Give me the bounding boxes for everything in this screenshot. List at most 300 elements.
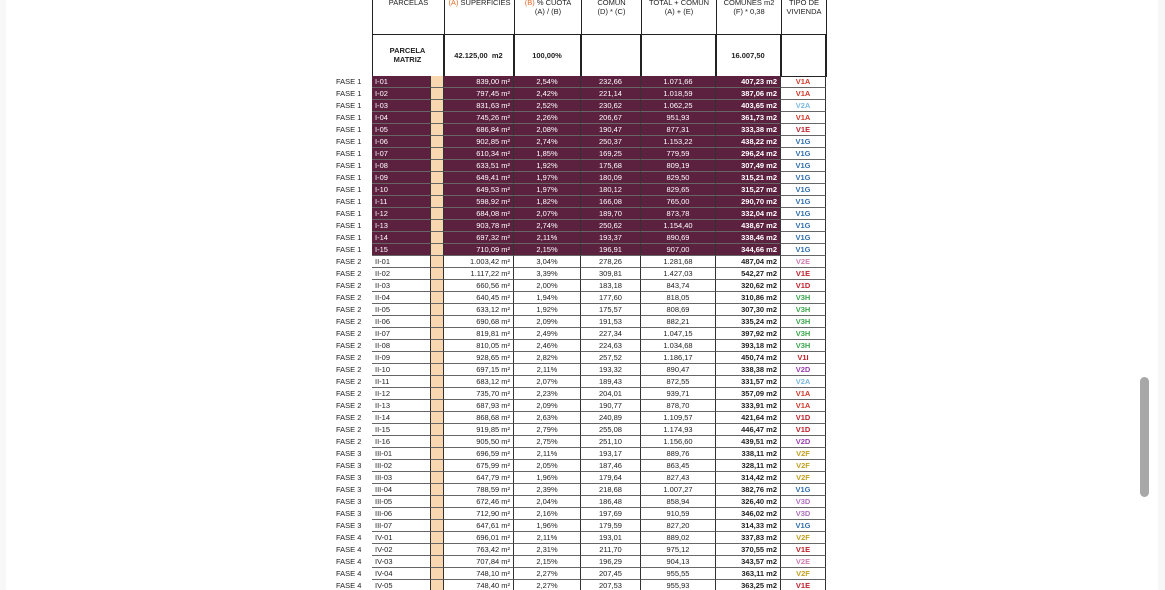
- color-strip: [431, 304, 444, 316]
- fase-label: FASE 1: [336, 89, 362, 98]
- total-cell: 818,05: [641, 292, 716, 304]
- parcel-id: III-02: [372, 460, 431, 472]
- parcel-id: II-10: [372, 364, 431, 376]
- fase-label: FASE 1: [336, 173, 362, 182]
- fase-label: FASE 2: [336, 413, 362, 422]
- color-strip: [431, 172, 444, 184]
- comun-cell: 227,34: [581, 328, 641, 340]
- table-row: [332, 112, 832, 124]
- color-strip: [431, 496, 444, 508]
- header-parcelas-label: PARCELAS: [388, 0, 429, 7]
- comunes-cell: 344,66 m2: [716, 244, 781, 256]
- cuota-cell: 2,15%: [514, 244, 581, 256]
- color-strip: [431, 520, 444, 532]
- comunes-cell: 338,38 m2: [716, 364, 781, 376]
- tipo-cell: V1G: [781, 484, 826, 496]
- fase-label: FASE 1: [336, 113, 362, 122]
- superficie-cell: 712,90 m²: [444, 508, 514, 520]
- total-cell: 1.062,25: [641, 100, 716, 112]
- scrollbar-thumb[interactable]: [1140, 377, 1149, 497]
- comunes-cell: 307,30 m2: [716, 304, 781, 316]
- comunes-cell: 446,47 m2: [716, 424, 781, 436]
- comun-cell: 309,81: [581, 268, 641, 280]
- comun-cell: 189,70: [581, 208, 641, 220]
- comun-cell: 196,29: [581, 556, 641, 568]
- parcel-id: II-02: [372, 268, 431, 280]
- comun-cell: 186,48: [581, 496, 641, 508]
- comun-cell: 190,47: [581, 124, 641, 136]
- comun-cell: 166,08: [581, 196, 641, 208]
- parcel-id: II-06: [372, 316, 431, 328]
- color-strip: [431, 256, 444, 268]
- fase-label: FASE 4: [336, 533, 362, 542]
- color-strip: [431, 100, 444, 112]
- superficie-cell: 649,41 m²: [444, 172, 514, 184]
- superficie-cell: 598,92 m²: [444, 196, 514, 208]
- total-cell: 1.156,60: [641, 436, 716, 448]
- table-row: [332, 460, 832, 472]
- color-strip: [431, 340, 444, 352]
- comunes-cell: 310,86 m2: [716, 292, 781, 304]
- comun-cell: 207,45: [581, 568, 641, 580]
- comunes-cell: 296,24 m2: [716, 148, 781, 160]
- tipo-cell: V3D: [781, 496, 826, 508]
- comun-cell: 197,69: [581, 508, 641, 520]
- parcel-id: I-15: [372, 244, 431, 256]
- comunes-cell: 338,11 m2: [716, 448, 781, 460]
- header-superficies-label: SUPERFICIES: [460, 0, 511, 7]
- superficie-cell: 710,09 m²: [444, 244, 514, 256]
- comunes-cell: 343,57 m2: [716, 556, 781, 568]
- table-row: [332, 556, 832, 568]
- fase-label: FASE 2: [336, 317, 362, 326]
- cuota-cell: 2,75%: [514, 436, 581, 448]
- comun-cell: 206,67: [581, 112, 641, 124]
- total-cell: 955,93: [641, 580, 716, 590]
- comun-cell: 175,57: [581, 304, 641, 316]
- comun-cell: 180,12: [581, 184, 641, 196]
- superficie-cell: 647,79 m²: [444, 472, 514, 484]
- comunes-cell: 403,65 m2: [716, 100, 781, 112]
- total-cell: 1.047,15: [641, 328, 716, 340]
- tipo-cell: V1A: [781, 76, 826, 88]
- tipo-cell: V1G: [781, 184, 826, 196]
- comunes-cell: 314,42 m2: [716, 472, 781, 484]
- color-strip: [431, 232, 444, 244]
- table-row: [332, 436, 832, 448]
- total-cell: 1.109,57: [641, 412, 716, 424]
- matriz-comun-empty: [581, 34, 641, 76]
- total-cell: 889,76: [641, 448, 716, 460]
- comunes-cell: 315,21 m2: [716, 172, 781, 184]
- tipo-cell: V2F: [781, 532, 826, 544]
- superficie-cell: 684,08 m²: [444, 208, 514, 220]
- cuota-cell: 1,82%: [514, 196, 581, 208]
- superficie-cell: 697,32 m²: [444, 232, 514, 244]
- cuota-cell: 2,27%: [514, 568, 581, 580]
- comunes-cell: 438,22 m2: [716, 136, 781, 148]
- color-strip: [431, 568, 444, 580]
- comun-cell: 193,37: [581, 232, 641, 244]
- tipo-cell: V1G: [781, 196, 826, 208]
- cuota-cell: 2,09%: [514, 316, 581, 328]
- parcel-id: III-05: [372, 496, 431, 508]
- table-row: [332, 376, 832, 388]
- superficie-cell: 763,42 m²: [444, 544, 514, 556]
- color-strip: [431, 412, 444, 424]
- total-cell: 808,69: [641, 304, 716, 316]
- fase-label: FASE 1: [336, 209, 362, 218]
- comunes-cell: 357,09 m2: [716, 388, 781, 400]
- fase-label: FASE 1: [336, 245, 362, 254]
- superficie-cell: 696,01 m²: [444, 532, 514, 544]
- superficie-cell: 697,15 m²: [444, 364, 514, 376]
- color-strip: [431, 196, 444, 208]
- tipo-cell: V2E: [781, 256, 826, 268]
- total-cell: 882,21: [641, 316, 716, 328]
- comun-cell: 189,43: [581, 376, 641, 388]
- tipo-cell: V1A: [781, 388, 826, 400]
- superficie-cell: 902,85 m²: [444, 136, 514, 148]
- fase-label: FASE 3: [336, 521, 362, 530]
- total-cell: 890,47: [641, 364, 716, 376]
- color-strip: [431, 268, 444, 280]
- header-superficies-prefix: (A): [448, 0, 459, 7]
- cuota-cell: 1,97%: [514, 172, 581, 184]
- tipo-cell: V1E: [781, 580, 826, 590]
- comun-cell: 278,26: [581, 256, 641, 268]
- superficie-cell: 831,63 m²: [444, 100, 514, 112]
- fase-label: FASE 1: [336, 137, 362, 146]
- table-row: [332, 388, 832, 400]
- parcel-id: II-03: [372, 280, 431, 292]
- table-row: [332, 340, 832, 352]
- cuota-cell: 2,15%: [514, 556, 581, 568]
- cuota-cell: 1,85%: [514, 148, 581, 160]
- cuota-cell: 2,11%: [514, 532, 581, 544]
- fase-label: FASE 2: [336, 437, 362, 446]
- cuota-cell: 1,92%: [514, 160, 581, 172]
- parcel-id: II-08: [372, 340, 431, 352]
- comun-cell: 193,01: [581, 532, 641, 544]
- superficie-cell: 686,84 m²: [444, 124, 514, 136]
- comunes-cell: 314,33 m2: [716, 520, 781, 532]
- comunes-cell: 320,62 m2: [716, 280, 781, 292]
- parcel-id: IV-05: [372, 580, 431, 590]
- table-row: [332, 136, 832, 148]
- table-row: [332, 352, 832, 364]
- header-pct-prefix: (B): [524, 0, 535, 7]
- color-strip: [431, 244, 444, 256]
- cuota-cell: 2,79%: [514, 424, 581, 436]
- parcel-id: II-09: [372, 352, 431, 364]
- table-row: [332, 100, 832, 112]
- color-strip: [431, 472, 444, 484]
- comun-cell: 251,10: [581, 436, 641, 448]
- comunes-cell: 315,27 m2: [716, 184, 781, 196]
- superficie-cell: 696,59 m²: [444, 448, 514, 460]
- comunes-cell: 487,04 m2: [716, 256, 781, 268]
- color-strip: [431, 136, 444, 148]
- comun-cell: 211,70: [581, 544, 641, 556]
- color-strip: [431, 436, 444, 448]
- tipo-cell: V1D: [781, 424, 826, 436]
- color-strip: [431, 148, 444, 160]
- table-row: [332, 160, 832, 172]
- superficie-cell: 687,93 m²: [444, 400, 514, 412]
- table-row: [332, 292, 832, 304]
- superficie-cell: 748,40 m²: [444, 580, 514, 590]
- comun-cell: 204,01: [581, 388, 641, 400]
- fase-label: FASE 1: [336, 125, 362, 134]
- table-row: [332, 172, 832, 184]
- comun-cell: 190,77: [581, 400, 641, 412]
- cuota-cell: 1,92%: [514, 304, 581, 316]
- total-cell: 951,93: [641, 112, 716, 124]
- superficie-cell: 672,46 m²: [444, 496, 514, 508]
- table-row: [332, 508, 832, 520]
- tipo-cell: V2F: [781, 460, 826, 472]
- superficie-cell: 839,00 m²: [444, 76, 514, 88]
- color-strip: [431, 280, 444, 292]
- comun-cell: 175,68: [581, 160, 641, 172]
- table-row: [332, 148, 832, 160]
- cuota-cell: 2,31%: [514, 544, 581, 556]
- scrollbar[interactable]: [1138, 0, 1152, 590]
- superficie-cell: 919,85 m²: [444, 424, 514, 436]
- color-strip: [431, 460, 444, 472]
- table-row: [332, 448, 832, 460]
- fase-label: FASE 2: [336, 329, 362, 338]
- cuota-cell: 2,63%: [514, 412, 581, 424]
- tipo-cell: V1G: [781, 148, 826, 160]
- parcel-id: I-05: [372, 124, 431, 136]
- comun-cell: 191,53: [581, 316, 641, 328]
- total-cell: 779,59: [641, 148, 716, 160]
- comunes-cell: 397,92 m2: [716, 328, 781, 340]
- cuota-cell: 2,27%: [514, 580, 581, 590]
- superficie-cell: 797,45 m²: [444, 88, 514, 100]
- total-cell: 1.186,17: [641, 352, 716, 364]
- header-comun-label: COMUN: [597, 0, 626, 7]
- total-cell: 829,65: [641, 184, 716, 196]
- tipo-cell: V3H: [781, 340, 826, 352]
- table-row: [332, 88, 832, 100]
- cuota-cell: 1,96%: [514, 520, 581, 532]
- fase-label: FASE 1: [336, 101, 362, 110]
- comunes-cell: 370,55 m2: [716, 544, 781, 556]
- table-row: [332, 412, 832, 424]
- table-row: [332, 184, 832, 196]
- superficie-cell: 649,53 m²: [444, 184, 514, 196]
- comun-cell: 257,52: [581, 352, 641, 364]
- comun-cell: 218,68: [581, 484, 641, 496]
- comun-cell: 193,17: [581, 448, 641, 460]
- cuota-cell: 2,82%: [514, 352, 581, 364]
- color-strip: [431, 556, 444, 568]
- table-row: [332, 520, 832, 532]
- fase-label: FASE 4: [336, 581, 362, 590]
- spreadsheet-image: [332, 0, 832, 590]
- superficie-cell: 745,26 m²: [444, 112, 514, 124]
- superficie-cell: 928,65 m²: [444, 352, 514, 364]
- parcel-id: I-10: [372, 184, 431, 196]
- total-cell: 877,31: [641, 124, 716, 136]
- comunes-cell: 328,11 m2: [716, 460, 781, 472]
- fase-label: FASE 4: [336, 569, 362, 578]
- parcel-id: II-16: [372, 436, 431, 448]
- tipo-cell: V1A: [781, 112, 826, 124]
- total-cell: 878,70: [641, 400, 716, 412]
- fase-label: FASE 2: [336, 293, 362, 302]
- matriz-unit: m2: [491, 50, 503, 60]
- comun-cell: 230,62: [581, 100, 641, 112]
- fase-label: FASE 4: [336, 545, 362, 554]
- color-strip: [431, 484, 444, 496]
- cuota-cell: 1,96%: [514, 472, 581, 484]
- fase-label: FASE 1: [336, 233, 362, 242]
- comunes-cell: 387,06 m2: [716, 88, 781, 100]
- tipo-cell: V2E: [781, 556, 826, 568]
- matriz-superficie-value: 42.125,00: [454, 50, 488, 60]
- parcel-id: III-01: [372, 448, 431, 460]
- cuota-cell: 2,05%: [514, 460, 581, 472]
- color-strip: [431, 220, 444, 232]
- comunes-cell: 290,70 m2: [716, 196, 781, 208]
- table-row: [332, 484, 832, 496]
- matriz-cuota-value: 100,00%: [532, 50, 562, 60]
- superficie-cell: 810,05 m²: [444, 340, 514, 352]
- superficie-cell: 905,50 m²: [444, 436, 514, 448]
- header-total-label: TOTAL + COMUN: [648, 0, 710, 7]
- matriz-label-1: PARCELA: [389, 46, 426, 55]
- total-cell: 1.174,93: [641, 424, 716, 436]
- color-strip: [431, 580, 444, 590]
- parcel-id: IV-04: [372, 568, 431, 580]
- matriz-superficie: [444, 34, 514, 76]
- header-pct-label: % CUOTA: [536, 0, 572, 7]
- parcel-id: I-11: [372, 196, 431, 208]
- color-strip: [431, 544, 444, 556]
- total-cell: 890,69: [641, 232, 716, 244]
- header-pct-formula: (A) / (B): [534, 7, 562, 16]
- superficie-cell: 788,59 m²: [444, 484, 514, 496]
- fase-label: FASE 2: [336, 281, 362, 290]
- fase-label: FASE 2: [336, 353, 362, 362]
- fase-label: FASE 3: [336, 485, 362, 494]
- color-strip: [431, 352, 444, 364]
- total-cell: 1.071,66: [641, 76, 716, 88]
- total-cell: 1.034,68: [641, 340, 716, 352]
- superficie-cell: 683,12 m²: [444, 376, 514, 388]
- superficie-cell: 633,51 m²: [444, 160, 514, 172]
- comun-cell: 207,53: [581, 580, 641, 590]
- comunes-cell: 439,51 m2: [716, 436, 781, 448]
- parcel-id: I-14: [372, 232, 431, 244]
- color-strip: [431, 208, 444, 220]
- comun-cell: 183,18: [581, 280, 641, 292]
- parcel-id: III-06: [372, 508, 431, 520]
- cuota-cell: 2,46%: [514, 340, 581, 352]
- comun-cell: 240,89: [581, 412, 641, 424]
- table-row: [332, 268, 832, 280]
- cuota-cell: 1,94%: [514, 292, 581, 304]
- document-page: [6, 0, 1158, 590]
- comunes-cell: 361,73 m2: [716, 112, 781, 124]
- matriz-tipo-empty: [781, 34, 826, 76]
- tipo-cell: V1G: [781, 220, 826, 232]
- table-row: [332, 568, 832, 580]
- comunes-cell: 332,04 m2: [716, 208, 781, 220]
- header-total-formula: (A) + (E): [664, 7, 694, 16]
- comun-cell: 177,60: [581, 292, 641, 304]
- tipo-cell: V3H: [781, 292, 826, 304]
- parcel-id: I-09: [372, 172, 431, 184]
- matriz-label: [372, 34, 444, 76]
- cuota-cell: 3,04%: [514, 256, 581, 268]
- total-cell: 873,78: [641, 208, 716, 220]
- comunes-cell: 337,83 m2: [716, 532, 781, 544]
- color-strip: [431, 292, 444, 304]
- comunes-cell: 438,67 m2: [716, 220, 781, 232]
- superficie-cell: 675,99 m²: [444, 460, 514, 472]
- parcel-id: II-07: [372, 328, 431, 340]
- table-row: [332, 472, 832, 484]
- tipo-cell: V2A: [781, 100, 826, 112]
- cuota-cell: 2,54%: [514, 76, 581, 88]
- comunes-cell: 450,74 m2: [716, 352, 781, 364]
- tipo-cell: V2D: [781, 364, 826, 376]
- tipo-cell: V3D: [781, 508, 826, 520]
- table-row: [332, 580, 832, 590]
- tipo-cell: V1A: [781, 88, 826, 100]
- table-row: [332, 532, 832, 544]
- cuota-cell: 2,00%: [514, 280, 581, 292]
- fase-label: FASE 1: [336, 161, 362, 170]
- table-row: [332, 316, 832, 328]
- cuota-cell: 2,08%: [514, 124, 581, 136]
- fase-label: FASE 3: [336, 473, 362, 482]
- superficie-cell: 707,84 m²: [444, 556, 514, 568]
- parcel-id: III-07: [372, 520, 431, 532]
- color-strip: [431, 448, 444, 460]
- comunes-cell: 335,24 m2: [716, 316, 781, 328]
- cuota-cell: 2,39%: [514, 484, 581, 496]
- tipo-cell: V1E: [781, 544, 826, 556]
- tipo-cell: V1G: [781, 232, 826, 244]
- tipo-cell: V2F: [781, 568, 826, 580]
- parcel-id: II-14: [372, 412, 431, 424]
- color-strip: [431, 424, 444, 436]
- comunes-cell: 333,91 m2: [716, 400, 781, 412]
- tipo-cell: V1E: [781, 124, 826, 136]
- color-strip: [431, 388, 444, 400]
- tipo-cell: V1D: [781, 412, 826, 424]
- superficie-cell: 1.117,22 m²: [444, 268, 514, 280]
- fase-label: FASE 4: [336, 557, 362, 566]
- fase-label: FASE 2: [336, 269, 362, 278]
- superficie-cell: 903,78 m²: [444, 220, 514, 232]
- cuota-cell: 2,49%: [514, 328, 581, 340]
- comun-cell: 255,08: [581, 424, 641, 436]
- tipo-cell: V3H: [781, 328, 826, 340]
- cuota-cell: 2,07%: [514, 376, 581, 388]
- parcel-id: III-04: [372, 484, 431, 496]
- comunes-cell: 326,40 m2: [716, 496, 781, 508]
- superficie-cell: 610,34 m²: [444, 148, 514, 160]
- comunes-cell: 346,02 m2: [716, 508, 781, 520]
- matriz-comunes-value: 16.007,50: [731, 50, 765, 60]
